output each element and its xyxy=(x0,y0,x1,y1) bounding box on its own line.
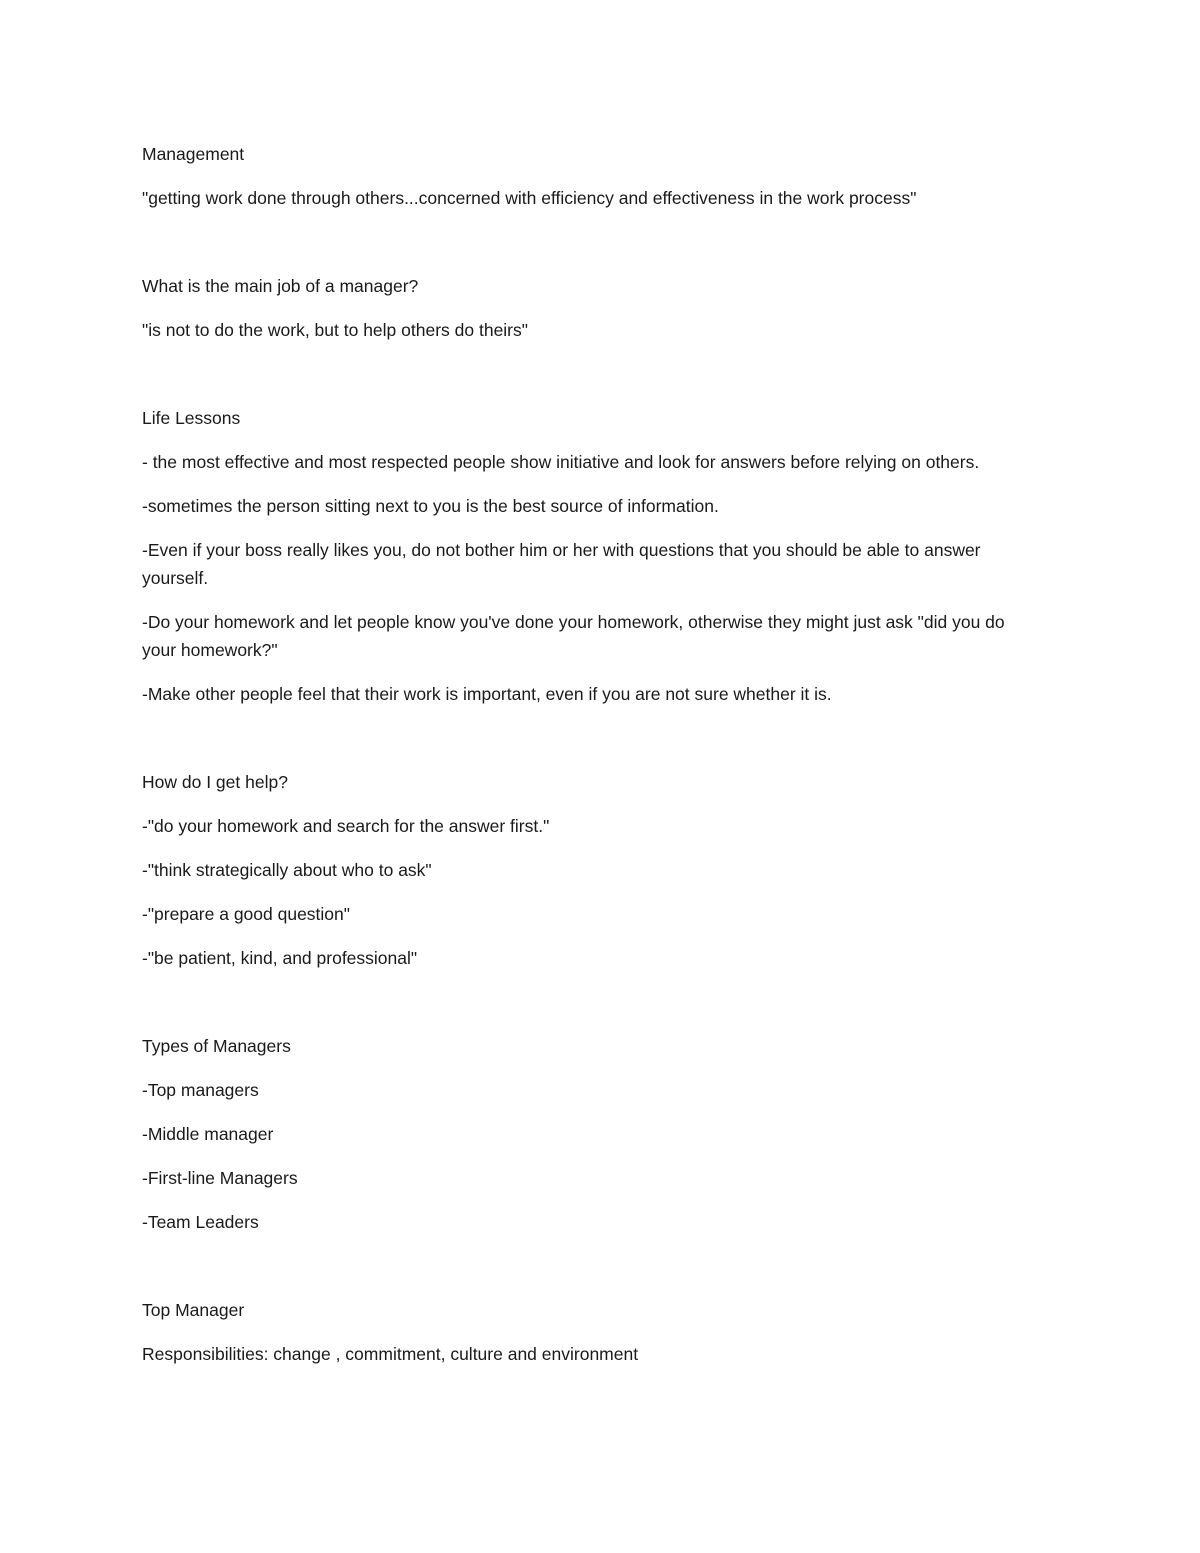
section-gap xyxy=(142,724,1042,768)
section-management xyxy=(142,140,1042,212)
section-get-help xyxy=(142,768,1042,972)
text-line: - the most effective and most respected people show initiative and look for answers before relying on others. xyxy=(142,452,980,472)
section-gap xyxy=(142,228,1042,272)
text-line: -"prepare a good question" xyxy=(142,904,350,924)
section-title: How do I get help? xyxy=(142,772,288,792)
document-body xyxy=(142,140,1042,1384)
text-line: "getting work done through others...concerned with efficiency and effectiveness in the work process" xyxy=(142,188,917,208)
section-gap xyxy=(142,988,1042,1032)
section-gap xyxy=(142,1252,1042,1296)
text-line: -Team Leaders xyxy=(142,1212,259,1232)
text-line: -"do your homework and search for the answer first." xyxy=(142,816,550,836)
text-line: -Even if your boss really likes you, do not bother him or her with questions that you should be able to answer yourself. xyxy=(142,540,981,588)
section-title: Management xyxy=(142,144,245,164)
text-line: -Middle manager xyxy=(142,1124,274,1144)
text-line: -Make other people feel that their work is important, even if you are not sure whether it is. xyxy=(142,684,832,704)
section-types-of-managers xyxy=(142,1032,1042,1236)
text-line: -First-line Managers xyxy=(142,1168,298,1188)
text-line: -Top managers xyxy=(142,1080,259,1100)
text-line: -"think strategically about who to ask" xyxy=(142,860,432,880)
text-line: -Do your homework and let people know you've done your homework, otherwise they might just ask "did you do your homework?" xyxy=(142,612,1005,660)
section-top-manager xyxy=(142,1296,1042,1368)
section-life-lessons xyxy=(142,404,1042,708)
text-line: Responsibilities: change , commitment, culture and environment xyxy=(142,1344,639,1364)
section-title: Types of Managers xyxy=(142,1036,291,1056)
section-title: Top Manager xyxy=(142,1300,245,1320)
text-line: "is not to do the work, but to help others do theirs" xyxy=(142,320,528,340)
section-title: What is the main job of a manager? xyxy=(142,276,419,296)
section-gap xyxy=(142,360,1042,404)
section-title: Life Lessons xyxy=(142,408,241,428)
section-main-job xyxy=(142,272,1042,344)
text-line: -"be patient, kind, and professional" xyxy=(142,948,418,968)
text-line: -sometimes the person sitting next to you is the best source of information. xyxy=(142,496,719,516)
